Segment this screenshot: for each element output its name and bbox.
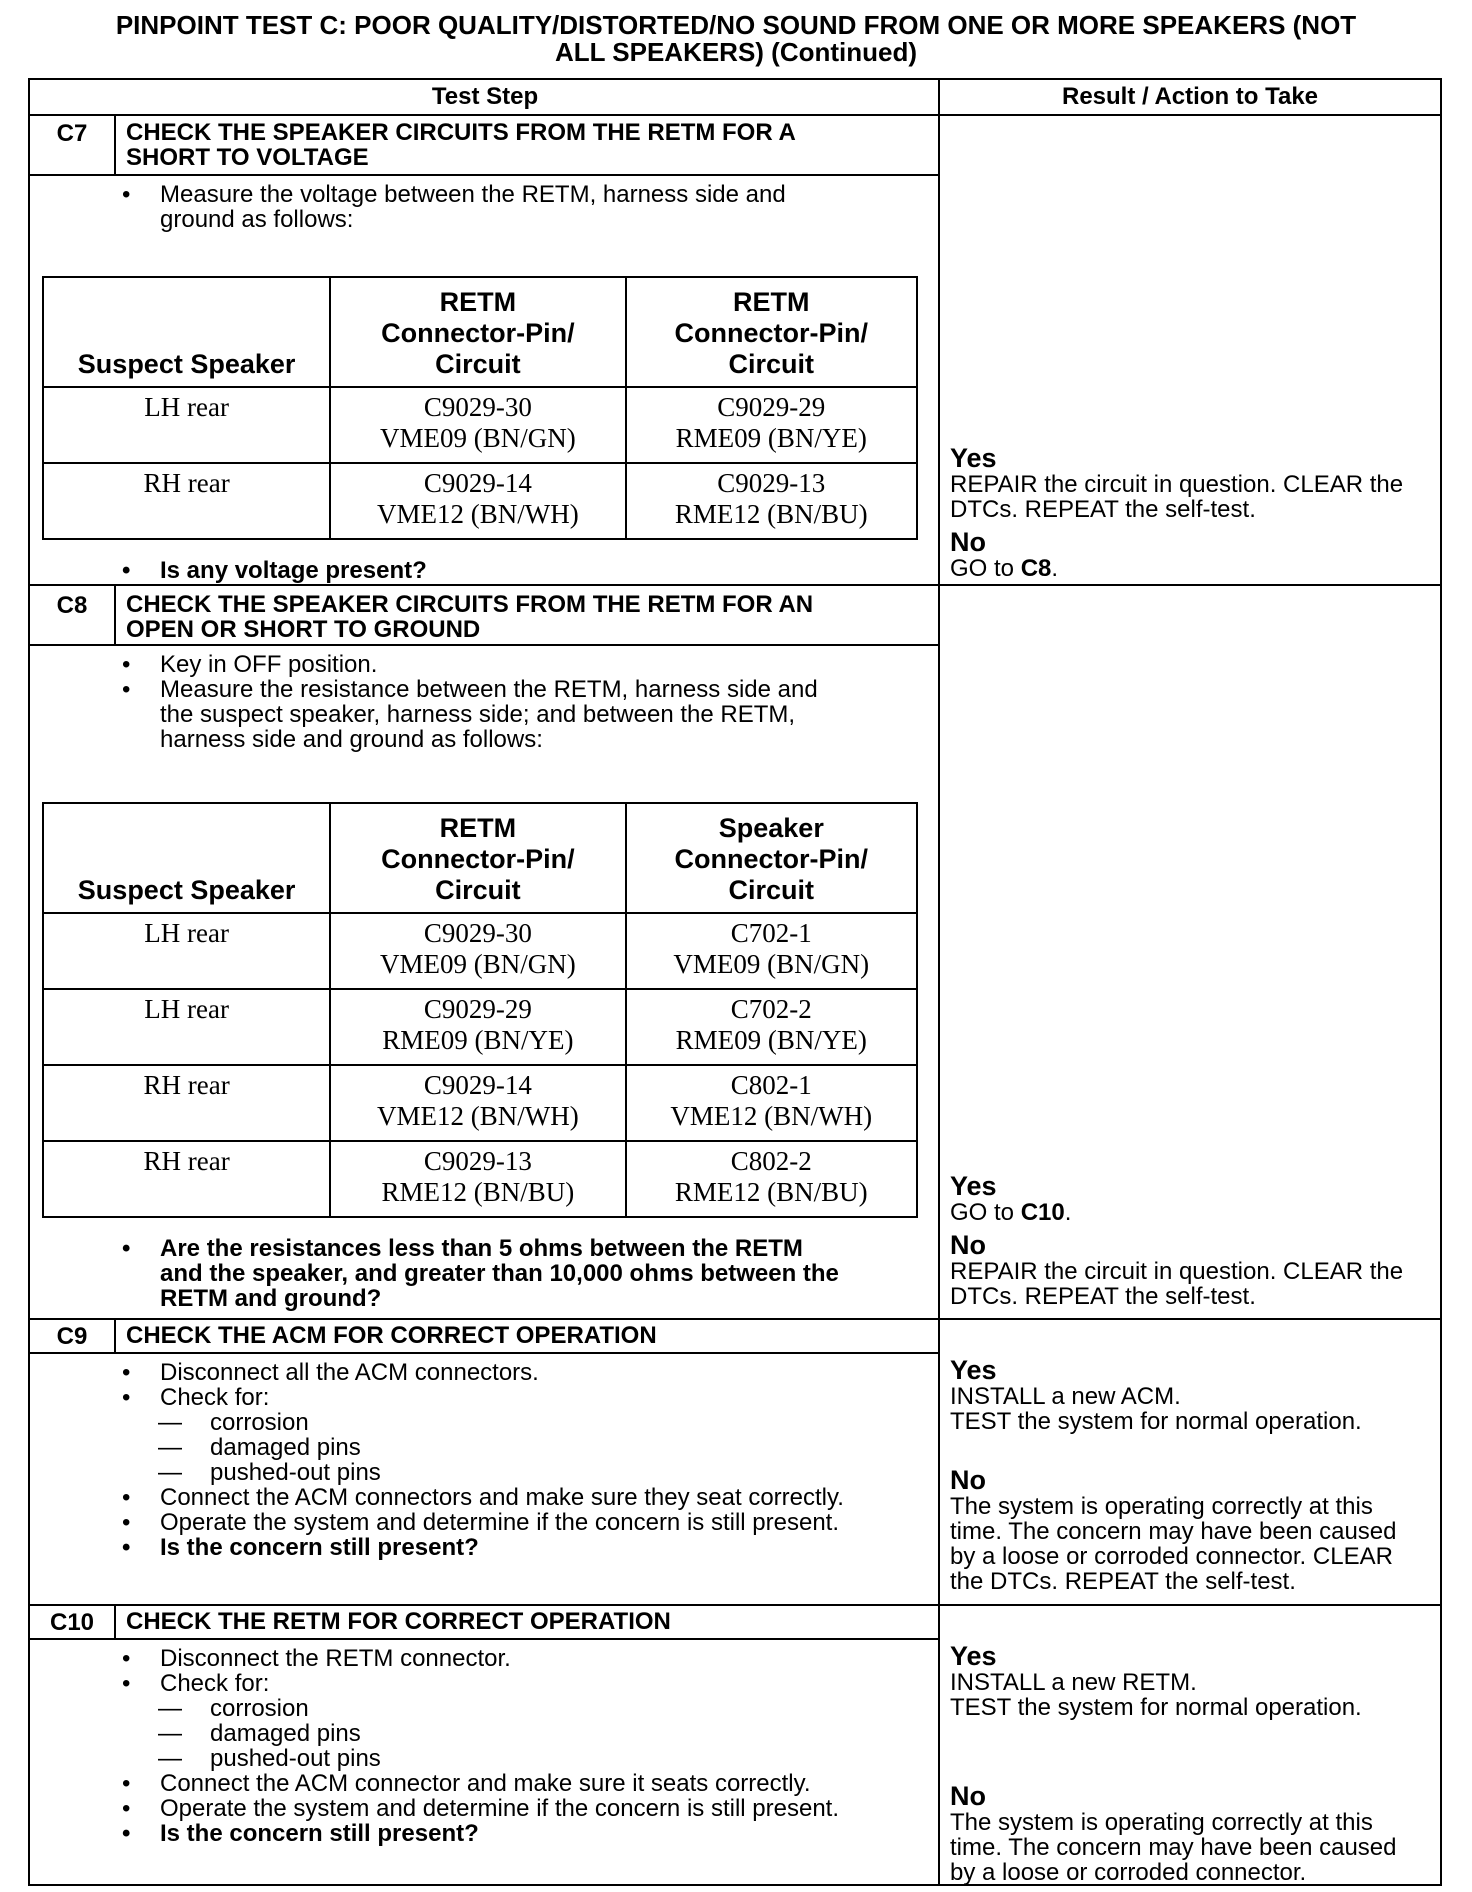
bullet-icon: • [122,1235,131,1262]
bullet-icon: • [122,557,131,584]
step-number-c9: C9 [56,1323,88,1350]
table-row: RH rear C9029-14 VME12 (BN/WH) C9029-13 RME12 (BN/BU) [43,463,917,539]
table-row: LH rear C9029-30 VME09 (BN/GN) C9029-29 RME09 (BN/YE) [43,387,917,463]
table-header: RETM Connector-Pin/ Circuit [626,277,917,387]
step-number-c8: C8 [56,592,88,619]
page-title: PINPOINT TEST C: POOR QUALITY/DISTORTED/NO SOUND FROM ONE OR MORE SPEAKERS (NOT ALL SPEAKERS) (Continued) [115,10,1357,67]
table-header: RETM Connector-Pin/ Circuit [330,277,625,387]
result-c10: Yes INSTALL a new RETM. TEST the system for normal operation. No The system is operating correctly at this time. The concern may have been caused by a loose or corroded connector. [950,1641,1397,1886]
table-header: Suspect Speaker [43,277,330,387]
pinpoint-table: Test Step Result / Action to Take C7 CHECK THE SPEAKER CIRCUITS FROM THE RETM FOR A SHORT TO VOLTAGE • Measure the voltage between the RETM, harness side and ground as follows: Suspect Speaker RETM Connector-Pin/ Circuit RETM Connector-Pin/ Circuit LH rear C9029-30 VME09 (BN/GN) C9029-29 RME09 (BN/YE) RH rear C9029-14 VME12 (BN/WH) C9029-13 RME12 (BN/BU) • Is any voltage present? Yes REPAIR the circuit in question. CLEAR the DTCs. REPEAT the self-test. No GO to C8. C8 CHECK THE SPEAKER CIRCUITS FROM THE RETM FOR AN OPEN OR SHORT TO GROUND • Key in OFF position. • Measure the resistance between the RETM, harness side and the suspect speaker, harness side; and between the RETM, harness side and ground as follows: Suspect Speaker RETM Connector-Pin/ Circuit Speaker Connector-Pin/ Circuit LH rear C9029-30 VME09 (BN/GN) C702-1 VME09 (BN/GN) LH rear C9029-29 RME09 (BN/YE) C702-2 RME09 (BN/YE) RH rear C9029-14 VME12 (BN/WH) C802-1 VME12 (BN/WH) RH rear C9029-13 RME12 (BN/BU) C802-2 RME12 (BN/BU) • Are the resistances less than 5 ohms between the RETM and the speaker, and greater than 10,000 ohms between the RETM and ground? Yes GO to C10. No REPAIR the circuit in question. CLEAR the DTCs. REPEAT the self-test. C9 CHECK THE ACM FOR CORRECT OPERATION • Disconnect all the ACM connectors. • Check for: — corrosion — damaged pins — pushed-out pins • Connect the ACM connectors and make sure they seat correctly. • Operate the system and determine if the concern is still present. • Is the concern still present? Yes INSTALL a new ACM. TEST the system for normal operation. No The system is operating correctly at this time. The concern may have been caused by a loose or corroded connector. CLEAR the DTCs. REPEAT the self-test. C10 CHECK THE RETM FOR CORRECT OPERATION • Disconnect the RETM connector. • Check for: — corrosion — damaged pins — pushed-out pins • Connect the ACM connector and make sure it seats correctly. • Operate the system and determine if the concern is still present. • Is the concern still present? Yes INSTALL a new RETM. TEST the system for normal operation. No The system is operating correctly at this time. The concern may have been caused by a loose or corroded connector. [28,78,1442,1886]
step-number-c7: C7 [56,120,88,147]
c8-pin-table [42,802,918,1218]
table-row: LH rear C9029-30 VME09 (BN/GN) C702-1 VME09 (BN/GN) [43,913,917,989]
bullet-icon: • [122,181,131,208]
step-title-c8: CHECK THE SPEAKER CIRCUITS FROM THE RETM FOR AN OPEN OR SHORT TO GROUND [126,591,814,643]
step-title-c7: CHECK THE SPEAKER CIRCUITS FROM THE RETM FOR A SHORT TO VOLTAGE [126,119,796,171]
table-row: RH rear C9029-14 VME12 (BN/WH) C802-1 VME12 (BN/WH) [43,1065,917,1141]
result-c7: Yes REPAIR the circuit in question. CLEAR the DTCs. REPEAT the self-test. No GO to C8. [950,443,1404,582]
step-title-c9: CHECK THE ACM FOR CORRECT OPERATION [126,1322,657,1349]
c7-pin-table [42,276,918,540]
table-header: RETM Connector-Pin/ Circuit [330,803,625,913]
column-header-test-step: Test Step [30,80,940,116]
table-header: Speaker Connector-Pin/ Circuit [626,803,917,913]
result-c9: Yes INSTALL a new ACM. TEST the system for normal operation. No The system is operating correctly at this time. The concern may have been caused by a loose or corroded connector. CLEAR the DTCs. REPEAT the self-test. [950,1355,1397,1595]
table-row: RH rear C9029-13 RME12 (BN/BU) C802-2 RME12 (BN/BU) [43,1141,917,1217]
step-number-c10: C10 [49,1609,95,1636]
column-header-result: Result / Action to Take [940,80,1440,116]
table-row: LH rear C9029-29 RME09 (BN/YE) C702-2 RME09 (BN/YE) [43,989,917,1065]
step-title-c10: CHECK THE RETM FOR CORRECT OPERATION [126,1608,671,1635]
table-header: Suspect Speaker [43,803,330,913]
column-divider [938,80,940,1884]
result-c8: Yes GO to C10. No REPAIR the circuit in question. CLEAR the DTCs. REPEAT the self-test. [950,1171,1404,1310]
bullet-icon: • [122,676,131,703]
bullet-icon: • [122,651,131,678]
